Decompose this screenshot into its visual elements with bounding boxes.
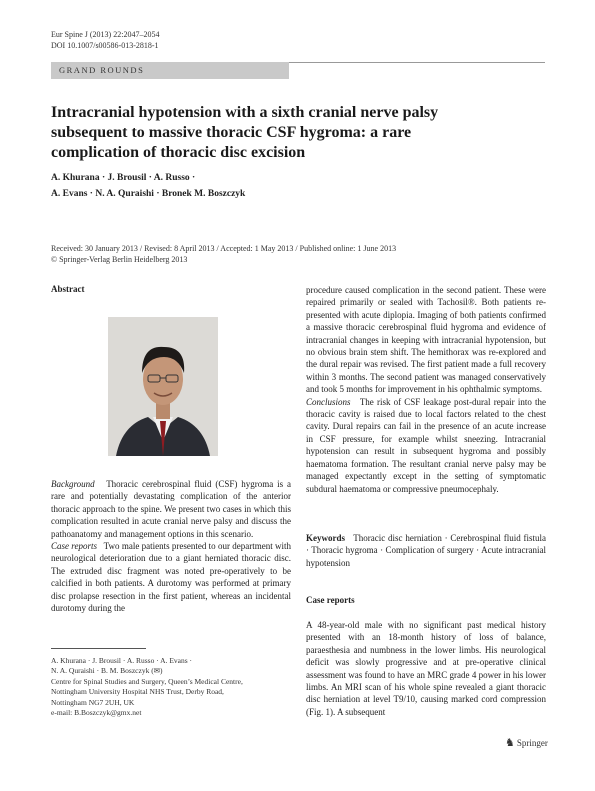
author-list — [51, 170, 491, 202]
keywords-label: Keywords — [306, 533, 345, 543]
keywords-block — [306, 532, 546, 569]
abstract-heading: Abstract — [51, 284, 85, 294]
publisher-name: Springer — [516, 738, 548, 748]
background-text: Thoracic cerebrospinal fluid (CSF) hygroma is a rare and potentially devastating complication of the anterior thoracic approach to the spine. We present two cases in which this complication resulted in acute cranial nerve palsy and discuss the pathoanatomy and management options in this scenario. — [51, 479, 292, 539]
author-line-1: A. Khurana · J. Brousil · A. Russo · — [51, 173, 196, 183]
background-label: Background — [51, 479, 95, 489]
abstract-continued: procedure caused complication in the second patient. These were repaired primarily or sealed with Tachosil®. Both patients re-presented with acute diplopia. Imaging of both patients confirmed a massive thoracic cerebrospinal fluid hygroma and evidence of intracranial changes in keeping with intracranial hypotension, but no obvious brain stem shift. The hemithorax was re-explored and the dural repair was revised. The first patient made a full recovery within 3 months. The second patient was managed conservatively and took 5 months for improvement in his ophthalmic symptoms. — [306, 285, 546, 395]
journal-doi: DOI 10.1007/s00586-013-2818-1 — [51, 41, 159, 50]
case-reports-text: A 48-year-old male with no significant past medical history presented with an 18-month history of loss of balance, paraesthesia and numbness in the lower limbs. His neurological deficit was slowly progressive and at pre-operative clinical assessment was found to have an MRC grade 4 power in his lower limbs. An MRI scan of his whole spine revealed a giant thoracic disc herniation at level T9/10, causing marked cord compression (Fig. 1). A subsequent — [306, 620, 546, 717]
abstract-case-reports — [51, 540, 291, 614]
publication-dates — [51, 243, 551, 265]
affiliation-line-5: Nottingham NG7 2UH, UK — [51, 697, 135, 707]
abstract-background — [51, 478, 291, 540]
affiliation-email[interactable]: e-mail: B.Boszczyk@gmx.net — [51, 708, 142, 718]
affiliation-line-2: N. A. Quraishi · B. M. Boszczyk (✉) — [51, 666, 163, 676]
article-title: Intracranial hypotension with a sixth cranial nerve palsy subsequent to massive thoracic CSF hygroma: a rare complication of thoracic disc excision — [51, 104, 439, 161]
section-banner-label: GRAND ROUNDS — [59, 65, 145, 75]
affiliation-line-4: Nottingham University Hospital NHS Trust, Derby Road, — [51, 687, 224, 697]
journal-citation: Eur Spine J (2013) 22:2047–2054 — [51, 30, 160, 39]
conclusions-text: The risk of CSF leakage post-dural repair into the thoracic cavity is raised due to local factors related to the chest cavity. Dural repairs can fail in the presence of an acute increase in CSF pressure, for example whilst sneezing. Intracranial hypotension can result in subsequent hygroma and possibly haematoma formation. The resultant cranial nerve palsy may be managed expectantly except in the setting of symptomatic subdural haematoma or compressive pneumocephaly. — [306, 396, 546, 494]
affiliation-line-1: A. Khurana · J. Brousil · A. Russo · A. Evans · — [51, 656, 193, 665]
footnote-separator — [51, 648, 146, 649]
springer-horse-icon: ♞ — [505, 737, 515, 749]
received-dates: Received: 30 January 2013 / Revised: 8 April 2013 / Accepted: 1 May 2013 / Published online: 1 June 2013 — [51, 244, 397, 253]
author-photo — [108, 317, 218, 456]
conclusions-label: Conclusions — [306, 396, 351, 407]
cases-label: Case reports — [51, 541, 97, 552]
affiliation-line-3: Centre for Spinal Studies and Surgery, Queen’s Medical Centre, — [51, 676, 243, 686]
case-reports-heading: Case reports — [306, 595, 355, 605]
journal-header — [51, 29, 159, 51]
author-portrait-image — [108, 317, 218, 456]
author-line-2: A. Evans · N. A. Quraishi · Bronek M. Boszczyk — [51, 189, 246, 199]
copyright: © Springer-Verlag Berlin Heidelberg 2013 — [51, 255, 188, 264]
keywords-text: Thoracic disc herniation · Cerebrospinal fluid fistula · Thoracic hygroma · Complication of surgery · Acute intracranial hypotension — [306, 533, 546, 568]
cases-text: Two male patients presented to our department with neurological deterioration due to a giant herniated thoracic disc. The extruded disc fragment was noted pre-operatively to be calcified in both patients. A durotomy was performed at primary disc prolapse resection in the first patient, whereas an incidental durotomy during the — [51, 541, 291, 614]
author-affiliation — [51, 656, 291, 718]
abstract-conclusions — [306, 396, 546, 495]
abstract-right-text — [306, 284, 546, 495]
section-banner — [51, 62, 289, 79]
publisher-mark — [505, 736, 548, 749]
abstract-left-text — [51, 478, 291, 614]
